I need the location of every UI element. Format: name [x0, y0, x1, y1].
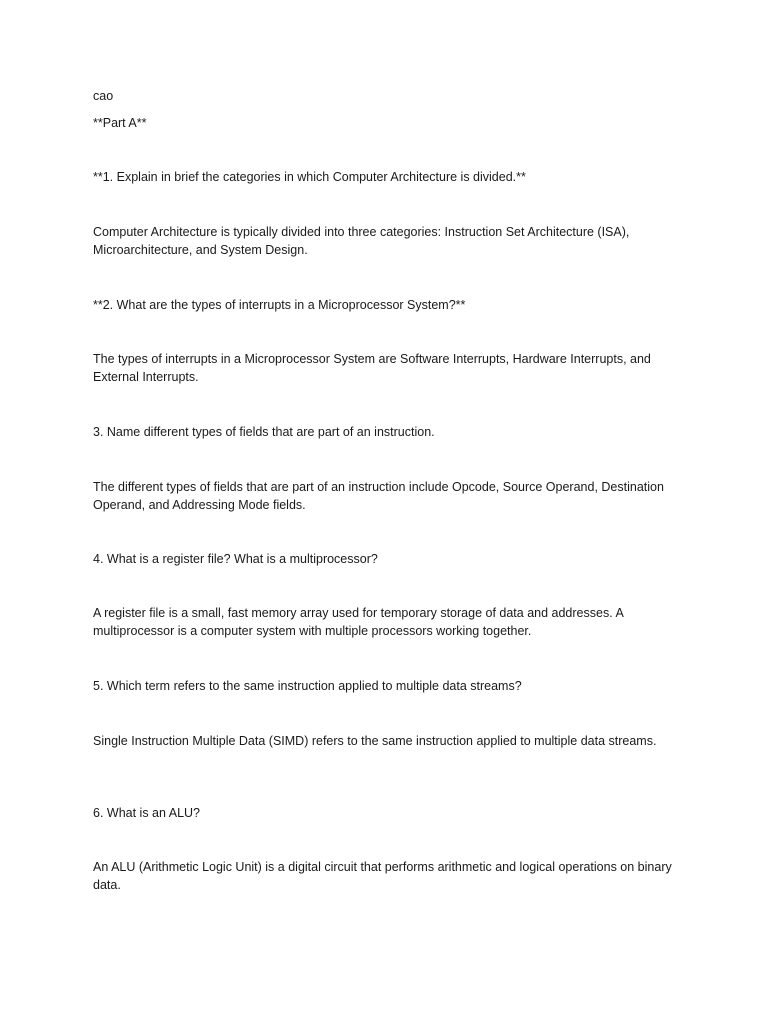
answer-4: A register file is a small, fast memory array used for temporary storage of data and addresses. A multiprocessor is a computer system with multiple processors working together. — [93, 606, 624, 638]
answer-3: The different types of fields that are part of an instruction include Opcode, Source Operand, Destination Operand, and Addressing Mode fields. — [93, 480, 664, 512]
answer-2: The types of interrupts in a Microprocessor System are Software Interrupts, Hardware Interrupts, and External Interrupts. — [93, 352, 651, 384]
question-1: **1. Explain in brief the categories in which Computer Architecture is divided.** — [93, 170, 526, 184]
question-2: **2. What are the types of interrupts in a Microprocessor System?** — [93, 298, 466, 312]
question-3: 3. Name different types of fields that are part of an instruction. — [93, 425, 435, 439]
question-4: 4. What is a register file? What is a multiprocessor? — [93, 552, 378, 566]
answer-1: Computer Architecture is typically divided into three categories: Instruction Set Architecture (ISA), Microarchitecture, and System Design. — [93, 225, 630, 257]
question-6: 6. What is an ALU? — [93, 806, 201, 820]
answer-5: Single Instruction Multiple Data (SIMD) refers to the same instruction applied to multiple data streams. — [93, 734, 657, 748]
part-heading: **Part A** — [93, 116, 147, 130]
document-header: cao — [93, 89, 114, 103]
answer-6: An ALU (Arithmetic Logic Unit) is a digital circuit that performs arithmetic and logical operations on binary data. — [93, 860, 672, 892]
question-5: 5. Which term refers to the same instruction applied to multiple data streams? — [93, 679, 522, 693]
